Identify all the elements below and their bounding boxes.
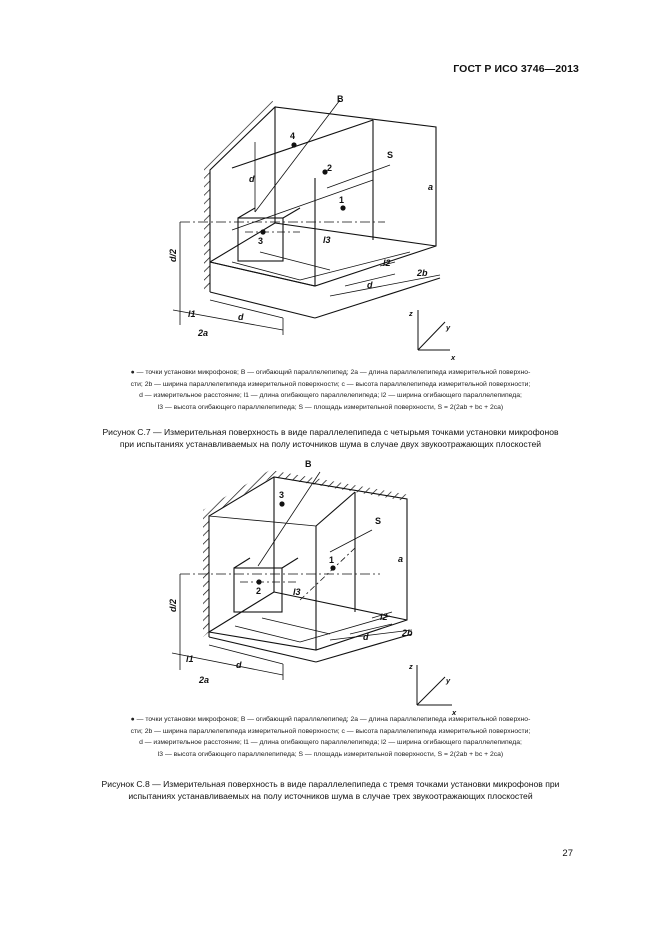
- label-mic-1: 1: [329, 555, 335, 565]
- box-outline: [209, 477, 407, 650]
- legend-line: ● — точки установки микрофонов; В — огибающий параллелепипед; 2а — длина параллелепипеда измерительной поверхно-: [130, 716, 531, 723]
- label-mic-2: 2: [256, 586, 262, 596]
- label-d2: d/2: [168, 598, 178, 612]
- label-d-bottom: d: [236, 660, 242, 670]
- caption-line: Рисунок С.7 — Измерительная поверхность в виде параллелепипеда с четырьмя точками установки микрофонов: [102, 427, 559, 437]
- label-l2: l2: [383, 258, 391, 268]
- legend-line: d — измерительное расстояние; l1 — длина огибающего параллелепипеда; l2 — ширина огибающего параллелепипеда;: [139, 739, 522, 747]
- label-a: a: [398, 554, 404, 564]
- legend-line: l3 — высота огибающего параллелепипеда; S — площадь измерительной поверхности, S = 2(2ab + bc + 2ca): [157, 750, 504, 758]
- legend-line: ● — точки установки микрофонов; В — огибающий параллелепипед; 2а — длина параллелепипеда измерительной поверхно-: [130, 369, 531, 376]
- legend-line: сти; 2b — ширина параллелепипеда измерительной поверхности; с — высота параллелепипеда измерительной поверхности;: [130, 727, 531, 735]
- label-l1: l1: [188, 309, 196, 319]
- axis-y-label: y: [446, 676, 451, 685]
- label-mic-4: 4: [290, 131, 296, 141]
- label-2a: 2a: [198, 328, 209, 338]
- label-2b: 2b: [402, 628, 413, 638]
- label-d-right: d: [363, 632, 369, 642]
- label-d-vertical: d: [249, 174, 255, 184]
- label-d-bottom: d: [238, 312, 244, 322]
- label-B: B: [305, 459, 312, 469]
- page-number: 27: [562, 848, 573, 859]
- figure-8-caption: [38, 779, 623, 802]
- axis-z-label: z: [409, 662, 413, 671]
- axis-x-label: x: [452, 708, 457, 717]
- label-d-right: d: [367, 280, 373, 290]
- document-header: ГОСТ Р ИСО 3746—2013: [453, 63, 579, 75]
- wall-hatch-side: [203, 510, 209, 637]
- axis-x-label: x: [451, 353, 456, 362]
- mic-point-1: [330, 565, 335, 570]
- label-l3: l3: [293, 587, 301, 597]
- caption-line: испытаниях устанавливаемых на полу источников шума в случае трех звукоотражающих плоскостей: [128, 790, 533, 801]
- caption-line: при испытаниях устанавливаемых на полу источников шума в случае двух звукоотражающих плоскостей: [119, 438, 542, 449]
- legend-line: сти; 2b — ширина параллелепипеда измерительной поверхности; с — высота параллелепипеда измерительной поверхности;: [130, 380, 531, 388]
- label-l3: l3: [323, 235, 331, 245]
- legend-line: d — измерительное расстояние; l1 — длина огибающего параллелепипеда; l2 — ширина огибающего параллелепипеда;: [139, 392, 522, 400]
- label-d2: d/2: [168, 248, 178, 262]
- label-mic-2: 2: [327, 163, 333, 173]
- label-a: a: [428, 182, 434, 192]
- label-mic-1: 1: [339, 195, 345, 205]
- axis-y-label: y: [446, 323, 451, 332]
- figure-8-legend: [58, 714, 603, 760]
- label-2b: 2b: [417, 268, 428, 278]
- label-2a: 2a: [199, 675, 210, 685]
- label-l1: l1: [186, 654, 194, 664]
- label-S: S: [387, 150, 394, 160]
- caption-line: Рисунок С.8 — Измерительная поверхность в виде параллелепипеда с тремя точками установки микрофонов при: [101, 779, 560, 789]
- mic-point-3: [279, 501, 284, 506]
- label-mic-3: 3: [258, 236, 264, 246]
- label-mic-3: 3: [279, 490, 285, 500]
- label-B: B: [337, 94, 344, 104]
- legend-line: l3 — высота огибающего параллелепипеда; S — площадь измерительной поверхности, S = 2(2ab + bc + 2ca): [157, 403, 504, 411]
- mic-point-2: [256, 579, 261, 584]
- label-l2: l2: [380, 612, 388, 622]
- axis-z-label: z: [409, 309, 413, 318]
- label-S: S: [375, 516, 382, 526]
